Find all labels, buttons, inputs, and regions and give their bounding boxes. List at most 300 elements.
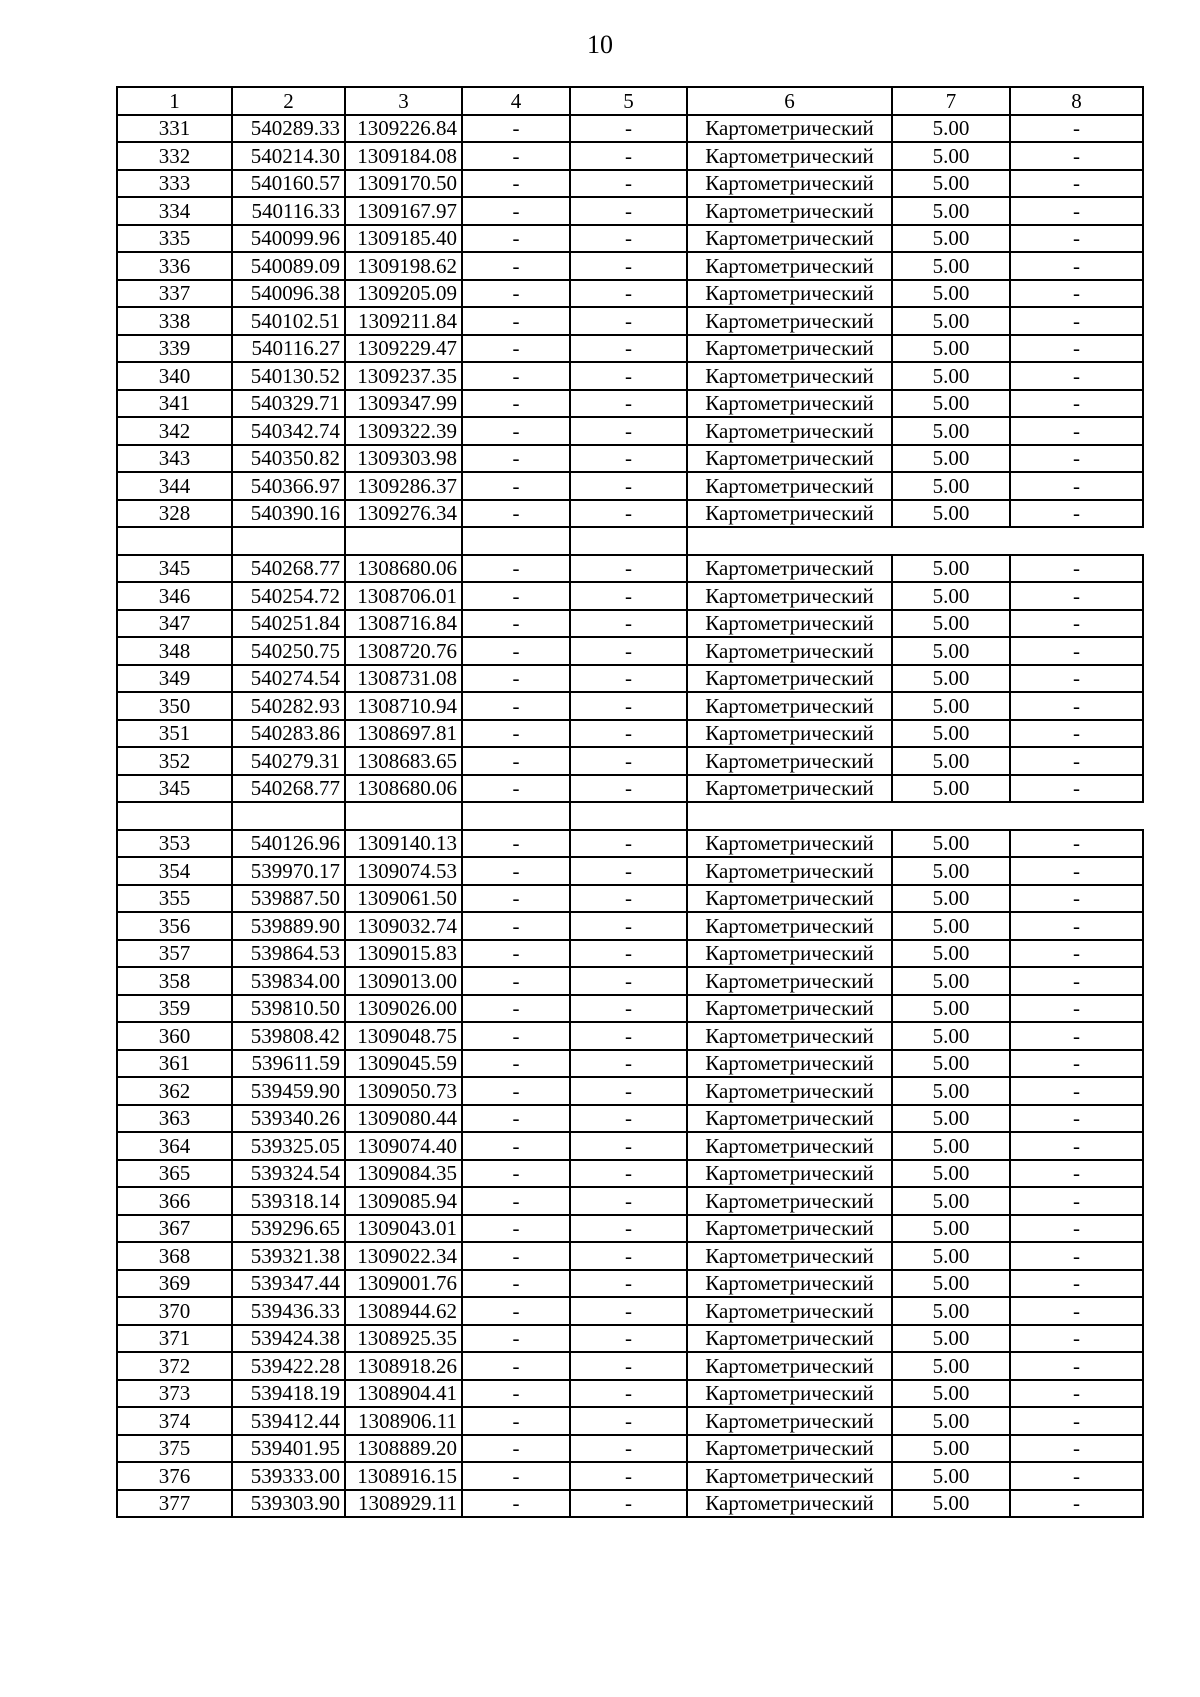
- table-row: [117, 1215, 1143, 1243]
- table-cell: -: [1010, 940, 1143, 968]
- table-cell: 540254.72: [232, 582, 345, 610]
- table-cell: -: [570, 775, 687, 803]
- table-cell: 337: [117, 280, 232, 308]
- table-cell: -: [570, 1242, 687, 1270]
- table-cell: -: [462, 252, 570, 280]
- table-cell: 350: [117, 692, 232, 720]
- separator-row: [117, 802, 1143, 830]
- table-cell: 539412.44: [232, 1407, 345, 1435]
- table-cell: 539321.38: [232, 1242, 345, 1270]
- table-cell: 540274.54: [232, 665, 345, 693]
- table-cell: 1309237.35: [345, 362, 462, 390]
- table-cell: -: [462, 1050, 570, 1078]
- table-cell: 1309043.01: [345, 1215, 462, 1243]
- table-cell: 1309198.62: [345, 252, 462, 280]
- table-cell: Картометрический: [687, 362, 892, 390]
- table-cell: -: [570, 252, 687, 280]
- table-row: [117, 555, 1143, 583]
- table-row: [117, 967, 1143, 995]
- table-row: [117, 1325, 1143, 1353]
- column-header: 4: [462, 87, 570, 115]
- table-cell: -: [1010, 1325, 1143, 1353]
- table-cell: -: [462, 1105, 570, 1133]
- table-cell: 5.00: [892, 335, 1010, 363]
- empty-cell: [232, 527, 345, 555]
- table-cell: -: [1010, 1490, 1143, 1518]
- table-cell: -: [1010, 1462, 1143, 1490]
- table-row: [117, 720, 1143, 748]
- coordinates-table: [116, 86, 1144, 1518]
- table-cell: 540250.75: [232, 637, 345, 665]
- table-cell: Картометрический: [687, 1132, 892, 1160]
- table-cell: -: [1010, 307, 1143, 335]
- table-cell: 5.00: [892, 995, 1010, 1023]
- table-cell: -: [462, 472, 570, 500]
- table-cell: -: [570, 1435, 687, 1463]
- table-cell: 1309185.40: [345, 225, 462, 253]
- table-cell: 1309184.08: [345, 142, 462, 170]
- table-cell: -: [570, 1352, 687, 1380]
- table-cell: -: [570, 692, 687, 720]
- column-header: 7: [892, 87, 1010, 115]
- table-cell: -: [462, 335, 570, 363]
- table-cell: 375: [117, 1435, 232, 1463]
- table-cell: 356: [117, 912, 232, 940]
- table-cell: 540350.82: [232, 445, 345, 473]
- table-cell: -: [462, 417, 570, 445]
- table-cell: -: [462, 775, 570, 803]
- table-cell: 539970.17: [232, 857, 345, 885]
- table-cell: -: [462, 885, 570, 913]
- table-cell: 540282.93: [232, 692, 345, 720]
- table-cell: 368: [117, 1242, 232, 1270]
- table-cell: -: [570, 1160, 687, 1188]
- table-cell: 5.00: [892, 1187, 1010, 1215]
- table-cell: 5.00: [892, 912, 1010, 940]
- table-cell: -: [570, 500, 687, 528]
- table-cell: Картометрический: [687, 995, 892, 1023]
- table-row: [117, 582, 1143, 610]
- table-cell: -: [1010, 390, 1143, 418]
- table-row: [117, 1380, 1143, 1408]
- table-cell: -: [462, 307, 570, 335]
- table-cell: -: [570, 362, 687, 390]
- table-cell: 5.00: [892, 142, 1010, 170]
- table-cell: -: [1010, 747, 1143, 775]
- table-cell: -: [462, 1077, 570, 1105]
- table-cell: 540126.96: [232, 830, 345, 858]
- table-cell: 539325.05: [232, 1132, 345, 1160]
- table-cell: 5.00: [892, 1407, 1010, 1435]
- table-cell: Картометрический: [687, 225, 892, 253]
- table-cell: 374: [117, 1407, 232, 1435]
- table-cell: 339: [117, 335, 232, 363]
- table-cell: 5.00: [892, 1022, 1010, 1050]
- table-cell: Картометрический: [687, 472, 892, 500]
- table-cell: 1308720.76: [345, 637, 462, 665]
- table-cell: Картометрический: [687, 1077, 892, 1105]
- table-cell: -: [570, 307, 687, 335]
- table-cell: -: [570, 995, 687, 1023]
- table-cell: -: [570, 472, 687, 500]
- table-cell: 371: [117, 1325, 232, 1353]
- table-cell: 361: [117, 1050, 232, 1078]
- table-cell: 5.00: [892, 1105, 1010, 1133]
- table-cell: -: [1010, 885, 1143, 913]
- empty-cell: [570, 527, 687, 555]
- table-cell: -: [462, 1297, 570, 1325]
- table-cell: 1308904.41: [345, 1380, 462, 1408]
- table-row: [117, 307, 1143, 335]
- table-cell: 5.00: [892, 830, 1010, 858]
- table-cell: -: [462, 1325, 570, 1353]
- table-row: [117, 1160, 1143, 1188]
- table-cell: -: [570, 967, 687, 995]
- table-cell: 539436.33: [232, 1297, 345, 1325]
- empty-cell: [345, 802, 462, 830]
- table-cell: 1309015.83: [345, 940, 462, 968]
- table-cell: 540089.09: [232, 252, 345, 280]
- table-cell: 364: [117, 1132, 232, 1160]
- table-cell: 5.00: [892, 115, 1010, 143]
- table-cell: 5.00: [892, 747, 1010, 775]
- table-cell: -: [570, 1270, 687, 1298]
- table-cell: Картометрический: [687, 665, 892, 693]
- table-cell: 1308906.11: [345, 1407, 462, 1435]
- table-cell: 369: [117, 1270, 232, 1298]
- table-row: [117, 995, 1143, 1023]
- table-row: [117, 142, 1143, 170]
- table-cell: Картометрический: [687, 417, 892, 445]
- table-cell: -: [1010, 1407, 1143, 1435]
- table-cell: 1309140.13: [345, 830, 462, 858]
- table-cell: -: [570, 665, 687, 693]
- table-cell: 5.00: [892, 1380, 1010, 1408]
- table-row: [117, 500, 1143, 528]
- table-cell: -: [462, 857, 570, 885]
- table-cell: -: [462, 225, 570, 253]
- table-cell: -: [1010, 1187, 1143, 1215]
- table-cell: 5.00: [892, 665, 1010, 693]
- table-row: [117, 610, 1143, 638]
- table-cell: 5.00: [892, 362, 1010, 390]
- column-header: 3: [345, 87, 462, 115]
- table-row: [117, 472, 1143, 500]
- table-row: [117, 1187, 1143, 1215]
- table-cell: 360: [117, 1022, 232, 1050]
- table-row: [117, 665, 1143, 693]
- table-cell: 1309211.84: [345, 307, 462, 335]
- table-cell: 1308680.06: [345, 775, 462, 803]
- table-row: [117, 1242, 1143, 1270]
- table-cell: 5.00: [892, 1077, 1010, 1105]
- empty-cell: [462, 527, 570, 555]
- table-cell: 539303.90: [232, 1490, 345, 1518]
- table-cell: -: [570, 225, 687, 253]
- table-cell: -: [1010, 912, 1143, 940]
- table-cell: -: [462, 995, 570, 1023]
- table-cell: 1308680.06: [345, 555, 462, 583]
- table-cell: -: [1010, 1132, 1143, 1160]
- table-row: [117, 857, 1143, 885]
- table-cell: 338: [117, 307, 232, 335]
- table-cell: -: [570, 390, 687, 418]
- table-row: [117, 1407, 1143, 1435]
- table-cell: -: [1010, 665, 1143, 693]
- table-cell: 351: [117, 720, 232, 748]
- table-cell: -: [462, 280, 570, 308]
- table-row: [117, 1435, 1143, 1463]
- table-cell: 539324.54: [232, 1160, 345, 1188]
- table-cell: Картометрический: [687, 775, 892, 803]
- table-cell: -: [1010, 170, 1143, 198]
- table-cell: 370: [117, 1297, 232, 1325]
- table-row: [117, 1050, 1143, 1078]
- table-cell: Картометрический: [687, 720, 892, 748]
- table-cell: 5.00: [892, 225, 1010, 253]
- table-cell: -: [462, 582, 570, 610]
- table-cell: 539810.50: [232, 995, 345, 1023]
- table-cell: -: [570, 1050, 687, 1078]
- table-cell: 1309347.99: [345, 390, 462, 418]
- table-cell: -: [462, 1215, 570, 1243]
- table-cell: -: [1010, 1077, 1143, 1105]
- table-cell: 540116.33: [232, 197, 345, 225]
- table-cell: 5.00: [892, 720, 1010, 748]
- table-cell: -: [462, 967, 570, 995]
- table-cell: 540279.31: [232, 747, 345, 775]
- table-cell: 5.00: [892, 582, 1010, 610]
- table-row: [117, 775, 1143, 803]
- table-cell: -: [1010, 995, 1143, 1023]
- table-cell: -: [1010, 692, 1143, 720]
- table-cell: -: [1010, 1297, 1143, 1325]
- table-cell: 1309205.09: [345, 280, 462, 308]
- table-cell: Картометрический: [687, 445, 892, 473]
- table-cell: 5.00: [892, 390, 1010, 418]
- table-cell: -: [570, 912, 687, 940]
- table-cell: Картометрический: [687, 252, 892, 280]
- table-cell: Картометрический: [687, 335, 892, 363]
- table-cell: 1309022.34: [345, 1242, 462, 1270]
- table-cell: Картометрический: [687, 610, 892, 638]
- table-cell: Картометрический: [687, 967, 892, 995]
- table-cell: -: [462, 362, 570, 390]
- table-cell: Картометрический: [687, 747, 892, 775]
- table-cell: Картометрический: [687, 390, 892, 418]
- table-cell: -: [462, 1490, 570, 1518]
- table-cell: 540268.77: [232, 555, 345, 583]
- table-cell: 539340.26: [232, 1105, 345, 1133]
- table-cell: -: [1010, 225, 1143, 253]
- table-cell: -: [570, 1380, 687, 1408]
- table-cell: -: [570, 720, 687, 748]
- table-cell: -: [462, 1022, 570, 1050]
- table-cell: 366: [117, 1187, 232, 1215]
- table-row: [117, 912, 1143, 940]
- table-cell: 5.00: [892, 610, 1010, 638]
- table-cell: 1309167.97: [345, 197, 462, 225]
- table-cell: 5.00: [892, 170, 1010, 198]
- table-cell: -: [1010, 197, 1143, 225]
- table-cell: 539611.59: [232, 1050, 345, 1078]
- empty-cell: [232, 802, 345, 830]
- table-cell: 331: [117, 115, 232, 143]
- table-cell: 540366.97: [232, 472, 345, 500]
- table-cell: 540099.96: [232, 225, 345, 253]
- table-cell: 355: [117, 885, 232, 913]
- table-cell: -: [462, 665, 570, 693]
- table-cell: -: [570, 197, 687, 225]
- table-cell: 358: [117, 967, 232, 995]
- table-cell: 345: [117, 555, 232, 583]
- table-cell: Картометрический: [687, 1297, 892, 1325]
- table-row: [117, 445, 1143, 473]
- table-cell: -: [1010, 555, 1143, 583]
- table-cell: 540251.84: [232, 610, 345, 638]
- table-cell: Картометрический: [687, 857, 892, 885]
- table-row: [117, 1077, 1143, 1105]
- table-cell: -: [570, 747, 687, 775]
- table-row: [117, 1297, 1143, 1325]
- table-row: [117, 830, 1143, 858]
- header-row: [117, 87, 1143, 115]
- table-row: [117, 1490, 1143, 1518]
- table-cell: 539889.90: [232, 912, 345, 940]
- table-cell: -: [570, 445, 687, 473]
- table-cell: 540214.30: [232, 142, 345, 170]
- table-cell: 540096.38: [232, 280, 345, 308]
- table-cell: 539333.00: [232, 1462, 345, 1490]
- table-cell: 5.00: [892, 967, 1010, 995]
- table-cell: 377: [117, 1490, 232, 1518]
- table-row: [117, 335, 1143, 363]
- table-row: [117, 225, 1143, 253]
- table-cell: 1308889.20: [345, 1435, 462, 1463]
- table-cell: 539296.65: [232, 1215, 345, 1243]
- table-cell: 1309074.40: [345, 1132, 462, 1160]
- table-cell: 5.00: [892, 692, 1010, 720]
- table-cell: Картометрический: [687, 1352, 892, 1380]
- table-cell: Картометрический: [687, 197, 892, 225]
- table-cell: 342: [117, 417, 232, 445]
- table-cell: -: [570, 857, 687, 885]
- table-cell: -: [570, 1490, 687, 1518]
- table-cell: 1309229.47: [345, 335, 462, 363]
- table-cell: 540160.57: [232, 170, 345, 198]
- table-cell: 540116.27: [232, 335, 345, 363]
- table-cell: Картометрический: [687, 582, 892, 610]
- table-cell: -: [1010, 417, 1143, 445]
- table-cell: 5.00: [892, 1325, 1010, 1353]
- table-cell: -: [570, 1022, 687, 1050]
- table-cell: 1309074.53: [345, 857, 462, 885]
- table-cell: 349: [117, 665, 232, 693]
- table-cell: 5.00: [892, 1435, 1010, 1463]
- table-row: [117, 1022, 1143, 1050]
- table-cell: -: [1010, 115, 1143, 143]
- table-cell: 352: [117, 747, 232, 775]
- table-row: [117, 940, 1143, 968]
- table-cell: -: [462, 720, 570, 748]
- table-cell: 5.00: [892, 1215, 1010, 1243]
- table-cell: 353: [117, 830, 232, 858]
- table-row: [117, 170, 1143, 198]
- table-cell: -: [570, 1297, 687, 1325]
- empty-cell: [570, 802, 687, 830]
- table-cell: 367: [117, 1215, 232, 1243]
- table-cell: Картометрический: [687, 692, 892, 720]
- table-cell: Картометрический: [687, 1160, 892, 1188]
- page-number: 10: [587, 30, 613, 59]
- table-cell: Картометрический: [687, 280, 892, 308]
- table-cell: 5.00: [892, 307, 1010, 335]
- table-cell: 5.00: [892, 1132, 1010, 1160]
- table-cell: 5.00: [892, 1050, 1010, 1078]
- table-cell: Картометрический: [687, 1215, 892, 1243]
- table-cell: 5.00: [892, 252, 1010, 280]
- table-cell: 5.00: [892, 555, 1010, 583]
- table-cell: -: [570, 335, 687, 363]
- table-cell: 363: [117, 1105, 232, 1133]
- table-cell: 348: [117, 637, 232, 665]
- table-cell: 5.00: [892, 775, 1010, 803]
- table-cell: 540283.86: [232, 720, 345, 748]
- table-cell: Картометрический: [687, 115, 892, 143]
- column-header: 2: [232, 87, 345, 115]
- table-cell: 539401.95: [232, 1435, 345, 1463]
- table-cell: 354: [117, 857, 232, 885]
- table-cell: -: [462, 170, 570, 198]
- table-cell: Картометрический: [687, 1435, 892, 1463]
- table-cell: -: [570, 1215, 687, 1243]
- empty-cell: [687, 802, 1143, 830]
- table-cell: Картометрический: [687, 1490, 892, 1518]
- table-cell: 340: [117, 362, 232, 390]
- table-cell: 362: [117, 1077, 232, 1105]
- table-cell: Картометрический: [687, 1407, 892, 1435]
- table-cell: 328: [117, 500, 232, 528]
- table-cell: -: [1010, 1160, 1143, 1188]
- table-cell: 1309080.44: [345, 1105, 462, 1133]
- table-cell: -: [1010, 1435, 1143, 1463]
- table-row: [117, 692, 1143, 720]
- table-cell: 539808.42: [232, 1022, 345, 1050]
- table-cell: Картометрический: [687, 637, 892, 665]
- table-cell: -: [570, 142, 687, 170]
- empty-cell: [117, 527, 232, 555]
- table-cell: -: [570, 1105, 687, 1133]
- table-cell: -: [570, 555, 687, 583]
- table-row: [117, 197, 1143, 225]
- table-cell: 376: [117, 1462, 232, 1490]
- table-cell: 539422.28: [232, 1352, 345, 1380]
- column-header: 8: [1010, 87, 1143, 115]
- table-cell: -: [462, 1160, 570, 1188]
- table-cell: 5.00: [892, 885, 1010, 913]
- table-cell: Картометрический: [687, 1242, 892, 1270]
- table-cell: -: [570, 830, 687, 858]
- table-cell: -: [570, 1132, 687, 1160]
- column-header: 5: [570, 87, 687, 115]
- table-cell: Картометрический: [687, 1022, 892, 1050]
- table-cell: 1309226.84: [345, 115, 462, 143]
- table-cell: -: [570, 1462, 687, 1490]
- table-cell: 5.00: [892, 1462, 1010, 1490]
- table-cell: -: [462, 1462, 570, 1490]
- table-cell: 5.00: [892, 1297, 1010, 1325]
- table-cell: 1309085.94: [345, 1187, 462, 1215]
